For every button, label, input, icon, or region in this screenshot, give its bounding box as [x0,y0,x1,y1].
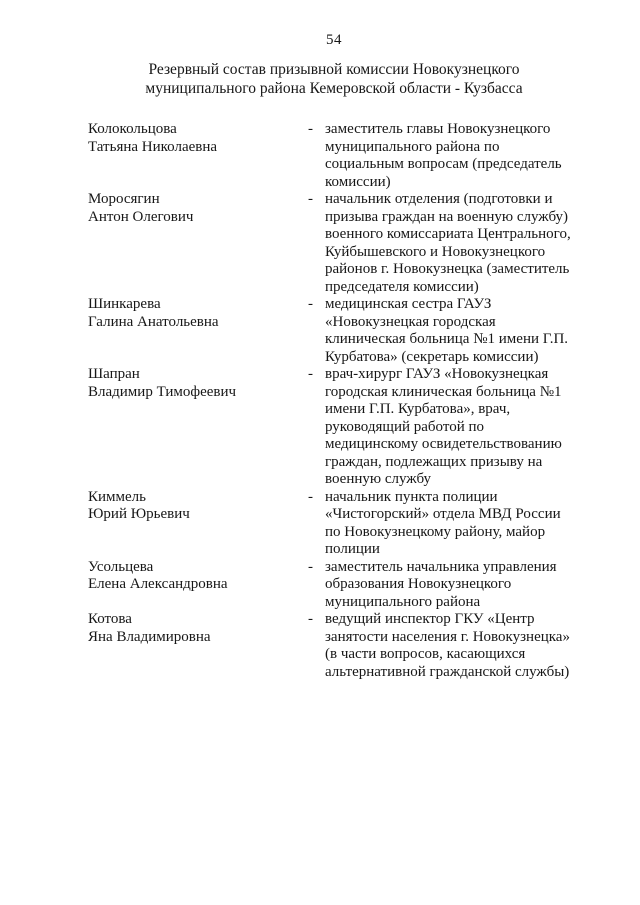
commission-member-row [88,121,580,191]
page-number: 54 [326,32,342,48]
document-title [88,61,580,98]
member-given-name: Юрий Юрьевич [88,506,190,522]
member-separator-dash: - [308,558,313,575]
document-title-line-2: муниципального района Кемеровской области - Кузбасса [145,79,523,97]
member-name [88,489,308,524]
document-content [88,33,580,681]
member-role: начальник отделения (подготовки и призыва граждан на военную службу) военного комиссариата Центрального, Куйбышевского и Новокузнецкого районов г. Новокузнецка (заместитель председателя комиссии) [325,191,571,295]
member-surname: Моросягин [88,191,160,207]
member-role: медицинская сестра ГАУЗ «Новокузнецкая городская клиническая больница №1 имени Г.П. Курбатова» (секретарь комиссии) [325,296,569,365]
member-given-name: Галина Анатольевна [88,313,219,330]
member-surname: Котова [88,611,132,627]
member-surname: Шинкарева [88,296,161,312]
document-title-line-1: Резервный состав призывной комиссии Новокузнецкого [148,61,520,78]
member-separator-dash: - [308,611,313,627]
member-role: начальник пункта полиции «Чистогорский» отдела МВД России по Новокузнецкому району, майор полиции [325,488,561,557]
member-given-name: Татьяна Николаевна [88,138,218,155]
member-separator-dash: - [308,121,313,137]
member-given-name: Яна Владимировна [88,628,211,645]
commission-member-row [88,191,580,296]
member-given-name: Елена Александровна [88,576,228,592]
member-surname: Киммель [88,488,147,505]
member-role: заместитель главы Новокузнецкого муниципального района по социальным вопросам (председатель комиссии) [325,121,562,190]
member-given-name: Владимир Тимофеевич [88,383,237,400]
members-list [88,121,580,681]
member-name [88,296,308,331]
member-name [88,611,308,646]
commission-member-row [88,611,580,681]
member-name [88,121,308,156]
commission-member-row [88,489,580,559]
member-separator-dash: - [308,488,313,505]
member-role: заместитель начальника управления образования Новокузнецкого муниципального района [325,558,557,610]
commission-member-row [88,296,580,366]
member-separator-dash: - [308,296,313,312]
member-surname: Усольцева [88,558,154,575]
member-separator-dash: - [308,366,313,382]
commission-member-row [88,559,580,612]
member-surname: Колокольцова [88,121,177,137]
member-name [88,191,308,226]
member-role: ведущий инспектор ГКУ «Центр занятости населения г. Новокузнецка» (в части вопросов, касающихся альтернативной гражданской службы) [325,611,570,680]
member-name [88,559,308,594]
commission-member-row [88,366,580,489]
member-name [88,366,308,401]
member-surname: Шапран [88,366,140,382]
member-role: врач-хирург ГАУЗ «Новокузнецкая городская клиническая больница №1 имени Г.П. Курбатова», врач, руководящий работой по медицинскому освидетельствованию граждан, подлежащих призыву на военную службу [325,366,562,487]
member-separator-dash: - [308,191,313,207]
member-given-name: Антон Олегович [88,208,194,225]
